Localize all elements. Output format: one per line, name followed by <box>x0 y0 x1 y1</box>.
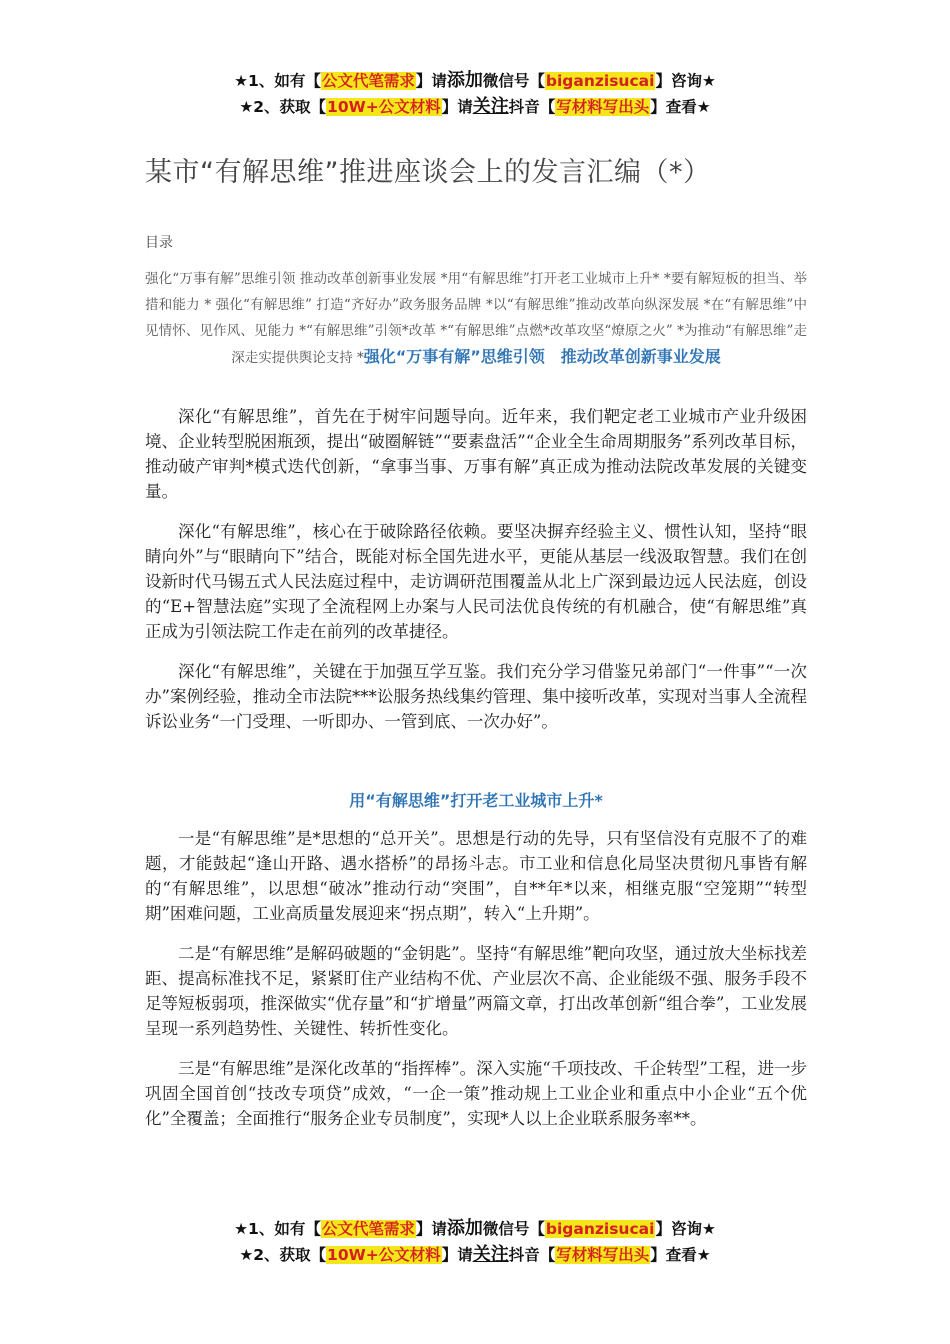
wechat-id: biganzisucai <box>545 1220 655 1238</box>
promo-highlight: 10W+公文材料 <box>327 1246 441 1264</box>
promo-line-2: ★2、获取【10W+公文材料】请关注抖音【写材料写出头】查看★ <box>239 1244 711 1265</box>
paragraph: 一是“有解思维”是*思想的“总开关”。思想是行动的先导，只有坚信没有克服不了的难题，才能鼓起“逢山开路、遇水搭桥”的昂扬斗志。市工业和信息化局坚决贯彻凡事皆有解的“有解思维”，以思想“破冰”推动行动“突围”，自**年*以来，相继克服“空笼期”“转型期”困难问题，工业高质量发展迎来“拐点期”，转入“上升期”。 <box>145 829 807 923</box>
bottom-promo-banner <box>0 1216 950 1268</box>
section-heading-2: 用“有解思维”打开老工业城市上升* <box>349 791 603 810</box>
toc-entries: 强化“万事有解”思维引领 推动改革创新事业发展 *用“有解思维”打开老工业城市上升* *要有解短板的担当、举措和能力 * 强化“有解思维” 打造“齐好办”政务服务品牌 *以“有解思维”推动改革向纵深发展 *在“有解思维”中见情怀、见作风、见能力 *“有解思维”引领*改革 *“有解思维”点燃*改革攻坚“燎原之火” *为推动“有解思维”走深走实提供舆论支持 * <box>145 271 807 366</box>
paragraph: 深化“有解思维”，关键在于加强互学互鉴。我们充分学习借鉴兄弟部门“一件事”“一次办”案例经验，推动全市法院***讼服务热线集约管理、集中接听改革，实现对当事人全流程诉讼业务“一门受理、一听即办、一管到底、一次办好”。 <box>145 662 807 731</box>
document-title: 某市“有解思维”推进座谈会上的发言汇编（*） <box>145 157 711 188</box>
table-of-contents <box>145 266 807 371</box>
section-2 <box>145 788 807 1146</box>
paragraph: 三是“有解思维”是深化改革的“指挥棒”。深入实施“千项技改、千企转型”工程，进一步巩固全国首创“技改专项贷”成效，“一企一策”推动规上工业企业和重点中小企业“五个优化”全覆盖；全面推行“服务企业专员制度”，实现*人以上企业联系服务率**。 <box>145 1059 807 1128</box>
promo-line-2: ★2、获取【10W+公文材料】请关注抖音【写材料写出头】查看★ <box>239 96 711 117</box>
promo-line-1: ★1、如有【公文代笔需求】请添加微信号【biganzisucai】咨询★ <box>234 1218 716 1239</box>
paragraph: 深化“有解思维”，首先在于树牢问题导向。近年来，我们靶定老工业城市产业升级困境、企业转型脱困瓶颈，提出“破圈解链”“要素盘活”“企业全生命周期服务”系列改革目标，推动破产审判*模式迭代创新，“拿事当事、万事有解”真正成为推动法院改革发展的关键变量。 <box>145 407 807 501</box>
promo-highlight: 10W+公文材料 <box>327 98 441 116</box>
douyin-id: 写材料写出头 <box>556 98 650 116</box>
toc-label: 目录 <box>145 235 173 251</box>
paragraph: 深化“有解思维”，核心在于破除路径依赖。要坚决摒弃经验主义、惯性认知，坚持“眼睛向外”与“眼睛向下”结合，既能对标全国先进水平，更能从基层一线汲取智慧。我们在创设新时代马锡五式人民法庭过程中，走访调研范围覆盖从北上广深到最边远人民法庭，创设的“E+智慧法庭”实现了全流程网上办案与人民司法优良传统的有机融合，使“有解思维”真正成为引领法院工作走在前列的改革捷径。 <box>145 522 807 641</box>
promo-highlight: 公文代笔需求 <box>321 1220 415 1238</box>
promo-line-1: ★1、如有【公文代笔需求】请添加微信号【biganzisucai】咨询★ <box>234 70 716 91</box>
section-1-body <box>145 404 807 749</box>
wechat-id: biganzisucai <box>545 72 655 90</box>
top-promo-banner <box>0 68 950 120</box>
promo-highlight: 公文代笔需求 <box>321 72 415 90</box>
paragraph: 二是“有解思维”是解码破题的“金钥匙”。坚持“有解思维”靶向攻坚，通过放大坐标找差距、提高标准找不足，紧紧盯住产业结构不优、产业层次不高、企业能级不强、服务手段不足等短板弱项，推深做实“优存量”和“扩增量”两篇文章，打出改革创新“组合拳”，工业发展呈现一系列趋势性、关键性、转折性变化。 <box>145 944 807 1038</box>
section-heading-1: 强化“万事有解”思维引领 推动改革创新事业发展 <box>363 347 721 366</box>
douyin-id: 写材料写出头 <box>556 1246 650 1264</box>
